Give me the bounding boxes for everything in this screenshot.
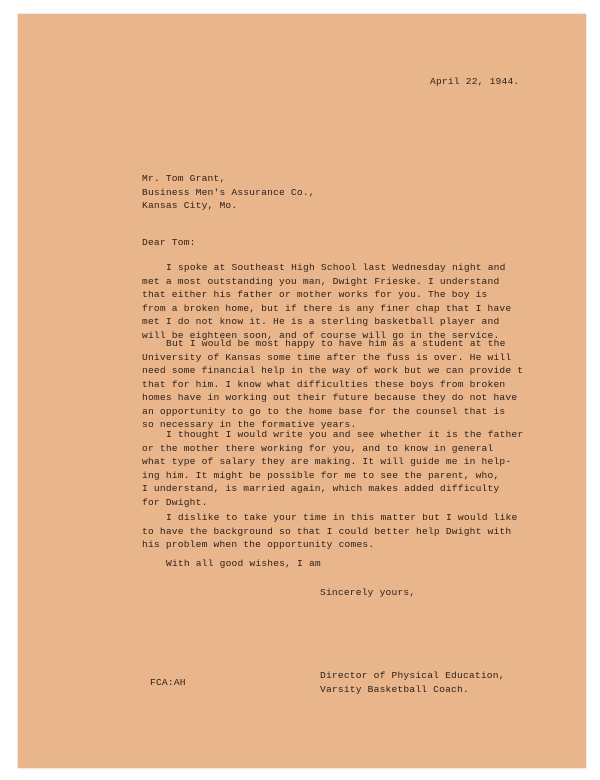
signature-block <box>320 669 505 696</box>
signature-line: Varsity Basketball Coach. <box>320 683 469 695</box>
paragraph <box>142 511 518 552</box>
text-line: homes have in working out their future because they do not have <box>142 392 518 403</box>
text-line: will be eighteen soon, and of course will go in the service. <box>142 329 500 341</box>
signature-line: Director of Physical Education, <box>320 670 505 681</box>
text-line: that for him. I know what difficulties these boys from broken <box>142 378 506 390</box>
text-line: that either his father or mother works for you. The boy is <box>142 289 488 300</box>
paragraph <box>142 261 512 342</box>
text-line: met I do not know it. He is a sterling basketball player and <box>142 316 500 327</box>
text-line: to have the background so that I could better help Dwight with <box>142 525 512 537</box>
paragraph <box>142 337 524 432</box>
typist-initials: FCA:AH <box>150 677 186 688</box>
text-line: With all good wishes, I am <box>166 558 321 569</box>
recipient-line: Kansas City, Mo. <box>142 200 238 211</box>
text-line: from a broken home, but if there is any finer chap that I have <box>142 302 512 314</box>
text-line: I thought I would write you and see whether it is the father <box>166 429 524 440</box>
recipient-address <box>142 172 315 213</box>
text-line: University of Kansas some time after the fuss is over. He will <box>142 351 512 363</box>
text-line: met a most outstanding you man, Dwight Frieske. I understand <box>142 275 500 287</box>
recipient-line: Mr. Tom Grant, <box>142 173 226 184</box>
closing: Sincerely yours, <box>320 587 416 598</box>
text-line: I dislike to take your time in this matter but I would like <box>166 512 518 523</box>
text-line: need some financial help in the way of work but we can provide t <box>142 365 524 376</box>
recipient-line: Business Men's Assurance Co., <box>142 186 315 198</box>
text-line: ing him. It might be possible for me to see the parent, who, <box>142 469 500 481</box>
text-line: what type of salary they are making. It will guide me in help- <box>142 456 512 467</box>
salutation: Dear Tom: <box>142 237 196 248</box>
text-line: so necessary in the formative years. <box>142 419 357 430</box>
text-line: for Dwight. <box>142 496 208 508</box>
paragraph <box>142 557 512 571</box>
text-line: or the mother there working for you, and to know in general <box>142 442 494 454</box>
text-line: his problem when the opportunity comes. <box>142 539 375 550</box>
text-line: But I would be most happy to have him as a student at the <box>166 338 506 349</box>
text-line: I understand, is married again, which makes added difficulty <box>142 483 500 494</box>
paragraph <box>142 428 524 509</box>
letter-date: April 22, 1944. <box>430 76 520 87</box>
text-line: I spoke at Southeast High School last Wednesday night and <box>166 262 506 273</box>
text-line: an opportunity to go to the home base for the counsel that is <box>142 405 506 417</box>
letter-page <box>18 14 586 768</box>
